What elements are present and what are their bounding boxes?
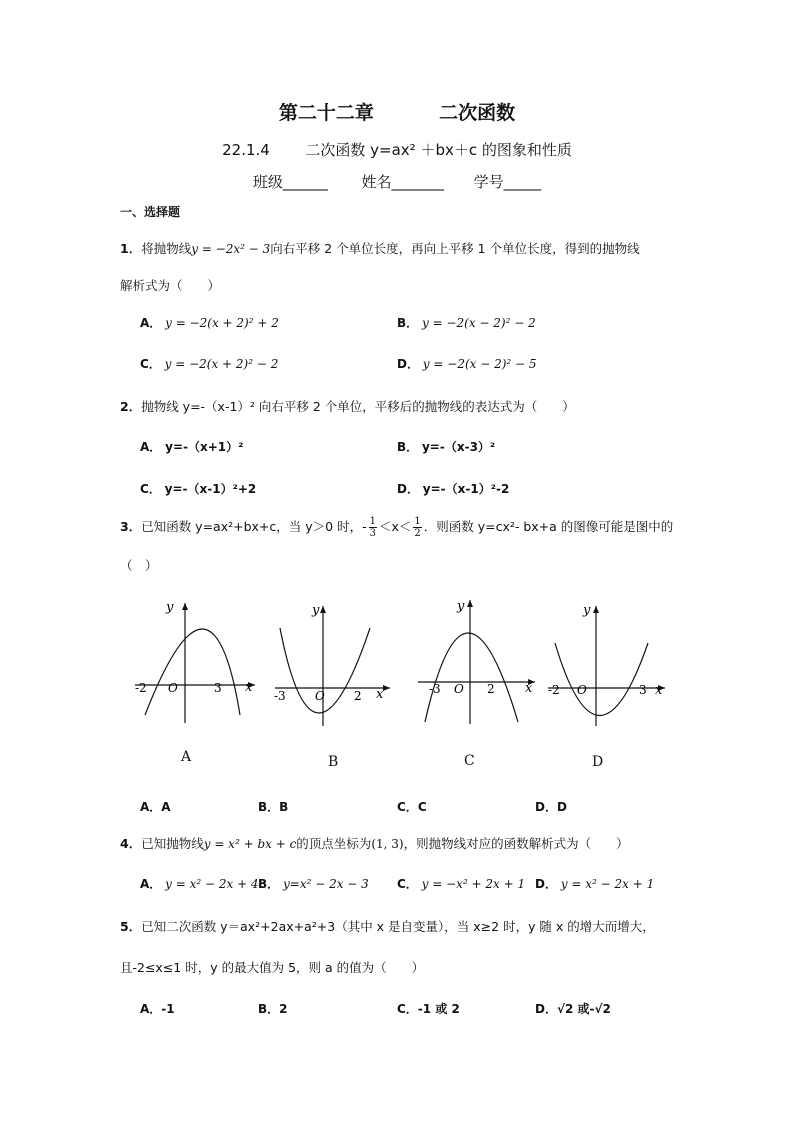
origin-label: O <box>168 681 178 695</box>
x-axis-label: x <box>245 680 253 695</box>
question-4 <box>120 834 629 852</box>
math-expression: y = x² + bx + c <box>203 837 297 851</box>
question-number: 2． <box>120 399 142 414</box>
tick-label: 2 <box>354 689 362 703</box>
option-expression: y = −2(x + 2)² + 2 <box>165 316 279 330</box>
name-field: 姓名_______ <box>361 173 444 191</box>
graph-label-b: B <box>328 754 339 770</box>
fraction-one-half <box>413 516 421 539</box>
option-expression: y=-（x-3）² <box>421 440 496 454</box>
tick-label: 3 <box>214 681 222 695</box>
student-info-line <box>0 171 794 192</box>
fraction-numerator: 1 <box>369 516 376 527</box>
subtitle <box>0 139 794 160</box>
graph-label-c: C <box>464 753 475 769</box>
tick-label: 2 <box>487 682 495 696</box>
page-title <box>0 98 794 125</box>
question-2 <box>120 397 575 415</box>
option-a[interactable] <box>140 798 171 815</box>
question-text: ＜x＜ <box>378 519 412 534</box>
option-expression: y=-（x-1）²-2 <box>422 482 510 496</box>
question-3 <box>120 516 673 539</box>
origin-label: O <box>454 682 464 696</box>
topic-title: 二次函数 <box>439 102 516 124</box>
option-c[interactable] <box>140 355 278 372</box>
option-label: D． <box>397 357 419 371</box>
option-label: A． <box>140 1002 162 1016</box>
option-expression: y = x² − 2x + 4 <box>165 877 259 891</box>
option-a[interactable] <box>140 438 243 455</box>
question-number: 4． <box>120 836 142 851</box>
option-label: C． <box>397 877 418 891</box>
option-a[interactable] <box>140 1000 175 1017</box>
question-text: 已知二次函数 y＝ax²+2ax+a²+3（其中 x 是自变量），当 x≥2 时，y 随 x 的增大而增大， <box>141 919 655 934</box>
option-b[interactable] <box>397 314 536 331</box>
y-axis-label: y <box>457 599 465 614</box>
question-number: 5． <box>120 919 142 934</box>
tick-label: 3 <box>639 683 647 697</box>
option-d[interactable] <box>397 355 537 372</box>
option-expression: y=-（x-1）²+2 <box>164 482 257 496</box>
option-label: C． <box>397 1002 418 1016</box>
option-label: C． <box>140 482 161 496</box>
tick-label: -3 <box>429 682 441 696</box>
question-1-line-2: 解析式为（ ） <box>120 278 221 293</box>
graph-a <box>130 595 260 725</box>
chapter-title: 第二十二章 <box>278 102 374 124</box>
graph-d <box>543 598 673 728</box>
option-label: A． <box>140 877 162 891</box>
option-d[interactable] <box>535 1000 611 1017</box>
fraction-one-third <box>369 516 377 539</box>
class-field: 班级______ <box>252 173 328 191</box>
option-value: A <box>161 800 171 814</box>
y-axis-label: y <box>583 603 591 618</box>
option-label: C． <box>140 357 161 371</box>
question-5 <box>120 917 655 935</box>
fraction-denominator: 2 <box>414 528 421 539</box>
question-text: 已知函数 y=ax²+bx+c，当 y＞0 时，- <box>141 519 367 534</box>
x-axis-label: x <box>655 683 663 698</box>
option-value: -1 或 2 <box>417 1002 460 1016</box>
option-expression: y=x² − 2x − 3 <box>282 877 369 891</box>
section-heading: 一、选择题 <box>120 205 181 219</box>
option-expression: y=-（x+1）² <box>165 440 244 454</box>
y-axis-label: y <box>312 603 320 618</box>
option-expression: y = −2(x − 2)² − 5 <box>422 357 537 371</box>
option-expression: y = −2(x + 2)² − 2 <box>164 357 279 371</box>
tick-label: -2 <box>548 683 560 697</box>
graph-label-d: D <box>592 754 604 770</box>
question-text: 的顶点坐标为 <box>296 836 372 851</box>
id-field: 学号_____ <box>473 173 542 191</box>
option-value: D <box>556 800 567 814</box>
option-a[interactable] <box>140 314 279 331</box>
option-label: C． <box>397 800 418 814</box>
option-d[interactable] <box>397 480 509 497</box>
vertex-coordinate: (1, 3) <box>371 837 404 851</box>
question-number: 1． <box>120 241 142 256</box>
fraction-numerator: 1 <box>414 516 421 527</box>
subtitle-number: 22.1.4 <box>222 141 270 159</box>
option-value: C <box>417 800 427 814</box>
option-d[interactable] <box>535 798 567 815</box>
option-c[interactable] <box>397 875 525 892</box>
option-value: 2 <box>279 1002 288 1016</box>
x-axis-label: x <box>376 687 384 702</box>
graph-label-a: A <box>181 749 192 765</box>
graph-c <box>413 594 543 726</box>
origin-label: O <box>315 689 325 703</box>
option-expression: y = −2(x − 2)² − 2 <box>421 316 536 330</box>
option-c[interactable] <box>397 798 427 815</box>
x-axis-label: x <box>525 681 533 696</box>
option-c[interactable] <box>140 480 256 497</box>
option-c[interactable] <box>397 1000 460 1017</box>
option-a[interactable] <box>140 875 259 892</box>
y-axis-label: y <box>166 600 174 615</box>
option-d[interactable] <box>535 875 654 892</box>
question-1 <box>120 239 640 257</box>
option-label: B． <box>258 800 280 814</box>
option-expression: y = −x² + 2x + 1 <box>421 877 526 891</box>
option-label: D． <box>535 877 557 891</box>
tick-label: -3 <box>274 689 286 703</box>
option-b[interactable] <box>258 798 288 815</box>
question-text: ．则函数 y=cx²- bx+a 的图像可能是图中的 <box>423 519 674 534</box>
option-label: B． <box>258 1002 280 1016</box>
graph-b <box>270 598 400 728</box>
option-b[interactable] <box>397 438 495 455</box>
question-text: 向右平移 2 个单位长度，再向上平移 1 个单位长度，得到的抛物线 <box>270 241 640 256</box>
option-label: D． <box>397 482 419 496</box>
option-label: B． <box>258 877 280 891</box>
origin-label: O <box>577 683 587 697</box>
option-label: D． <box>535 1002 557 1016</box>
option-b[interactable] <box>258 875 369 892</box>
question-text: ，则抛物线对应的函数解析式为（ ） <box>403 836 629 851</box>
option-label: D． <box>535 800 557 814</box>
option-label: A． <box>140 800 162 814</box>
question-3-line-2: （ ） <box>120 558 158 573</box>
subtitle-text: 二次函数 y=ax² ＋bx＋c 的图象和性质 <box>305 141 572 159</box>
option-label: A． <box>140 440 162 454</box>
option-value: -1 <box>161 1002 175 1016</box>
question-number: 3． <box>120 519 142 534</box>
option-value: √2 或-√2 <box>556 1002 611 1016</box>
option-label: B． <box>397 316 419 330</box>
question-text: 将抛物线 <box>141 241 192 256</box>
option-b[interactable] <box>258 1000 288 1017</box>
question-text: 抛物线 y=-（x-1）² 向右平移 2 个单位，平移后的抛物线的表达式为（ ） <box>141 399 575 414</box>
question-text: 已知抛物线 <box>141 836 204 851</box>
fraction-denominator: 3 <box>369 528 376 539</box>
option-label: A． <box>140 316 162 330</box>
option-value: B <box>279 800 289 814</box>
option-label: B． <box>397 440 419 454</box>
option-expression: y = x² − 2x + 1 <box>560 877 655 891</box>
tick-label: -2 <box>135 681 147 695</box>
question-5-line-2: 且-2≤x≤1 时，y 的最大值为 5，则 a 的值为（ ） <box>120 960 425 975</box>
math-expression: y = −2x² − 3 <box>191 242 271 256</box>
